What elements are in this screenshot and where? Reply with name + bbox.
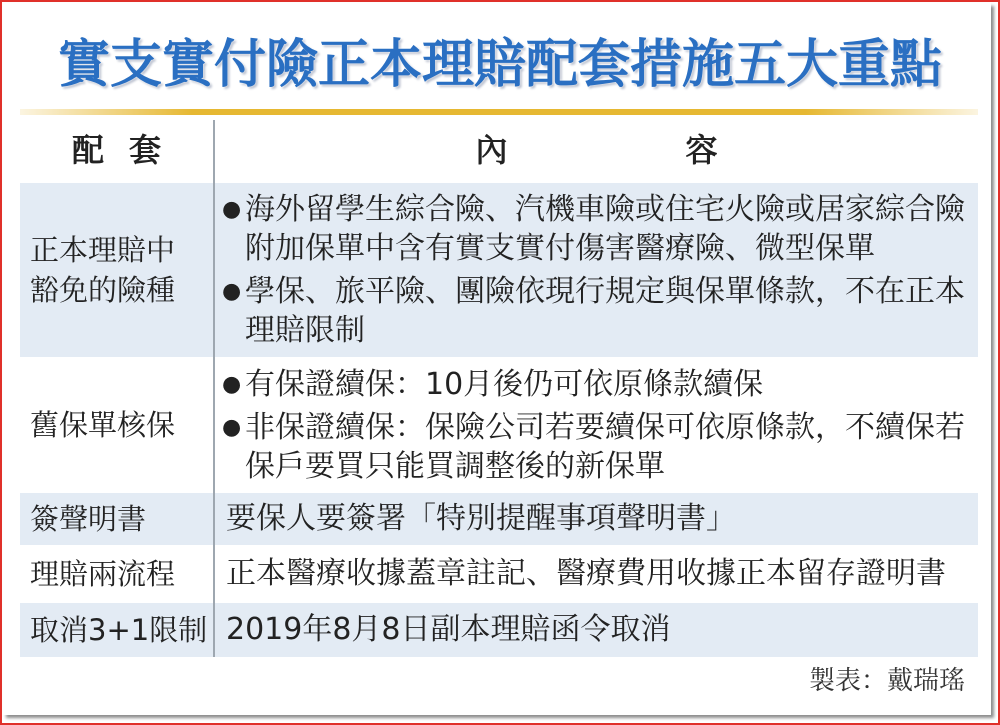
header-package-label: 配套 — [71, 131, 186, 169]
row-label-line: 豁免的險種 — [30, 273, 176, 307]
row-content-cell — [215, 548, 978, 600]
table-row-claim-procedures — [20, 548, 978, 600]
row-label-cell — [20, 603, 213, 657]
bullet-text — [245, 190, 965, 268]
header-content-label: 內容 — [475, 131, 896, 169]
table-header-row — [20, 120, 978, 180]
row-label-cell — [20, 360, 213, 490]
bullet-text — [245, 408, 965, 486]
table-row-cancel-limit — [20, 603, 978, 657]
table-row-old-policy-underwriting — [20, 360, 978, 490]
bullet-dot-icon: ● — [222, 279, 242, 304]
bullet-text — [245, 272, 965, 350]
bullet-dot-icon: ● — [222, 371, 242, 397]
bullet-line: 有保證續保：10月後仍可依原條款續保 — [245, 366, 764, 402]
bullet-item — [222, 365, 978, 404]
row-label-line: 正本理賠中 — [30, 233, 176, 267]
bullet-dot-icon: ● — [222, 197, 242, 222]
row-content-cell — [215, 603, 978, 657]
row-content-cell — [215, 493, 978, 545]
row-label-cell — [20, 183, 213, 357]
bullet-text — [245, 365, 763, 404]
row-label-cell — [20, 548, 213, 600]
header-cell-content — [215, 120, 978, 180]
bullet-dot-icon: ● — [222, 414, 242, 440]
row-content-cell — [215, 183, 978, 357]
measures-table — [20, 120, 978, 657]
bullet-item — [222, 190, 978, 268]
bullet-item — [222, 408, 978, 486]
table-row-exempt-policies — [20, 183, 978, 357]
row-label-line: 舊保單核保 — [30, 408, 176, 442]
bullet-line: 理賠限制 — [245, 313, 365, 348]
row-label-line: 簽聲明書 — [30, 502, 147, 536]
row-content-text: 2019年8月8日副本理賠函令取消 — [226, 612, 671, 647]
row-label-line: 理賠兩流程 — [30, 557, 176, 591]
bullet-line: 學保、旅平險、團險依現行規定與保單條款，不在正本 — [245, 274, 965, 309]
header-cell-package — [20, 120, 213, 180]
bullet-line: 保戶要買只能買調整後的新保單 — [245, 448, 665, 484]
bullet-line: 附加保單中含有實支實付傷害醫療險、微型保單 — [245, 231, 875, 266]
bullet-line: 非保證續保：保險公司若要續保可依原條款，不續保若 — [245, 409, 965, 445]
table-credit: 製表：戴瑞瑤 — [808, 666, 965, 696]
infographic-title: 實支實付險正本理賠配套措施五大重點 — [57, 35, 942, 95]
table-row-sign-declaration — [20, 493, 978, 545]
row-content-cell — [215, 360, 978, 490]
column-divider — [213, 120, 215, 657]
row-label-cell — [20, 493, 213, 545]
bullet-line: 海外留學生綜合險、汽機車險或住宅火險或居家綜合險 — [245, 192, 965, 227]
row-content-text: 正本醫療收據蓋章註記、醫療費用收據正本留存證明書 — [226, 556, 946, 591]
row-content-text: 要保人要簽署「特別提醒事項聲明書」 — [226, 501, 736, 536]
title-underline — [20, 109, 978, 115]
row-label-line: 取消3+1限制 — [30, 613, 208, 647]
bullet-item — [222, 272, 978, 350]
